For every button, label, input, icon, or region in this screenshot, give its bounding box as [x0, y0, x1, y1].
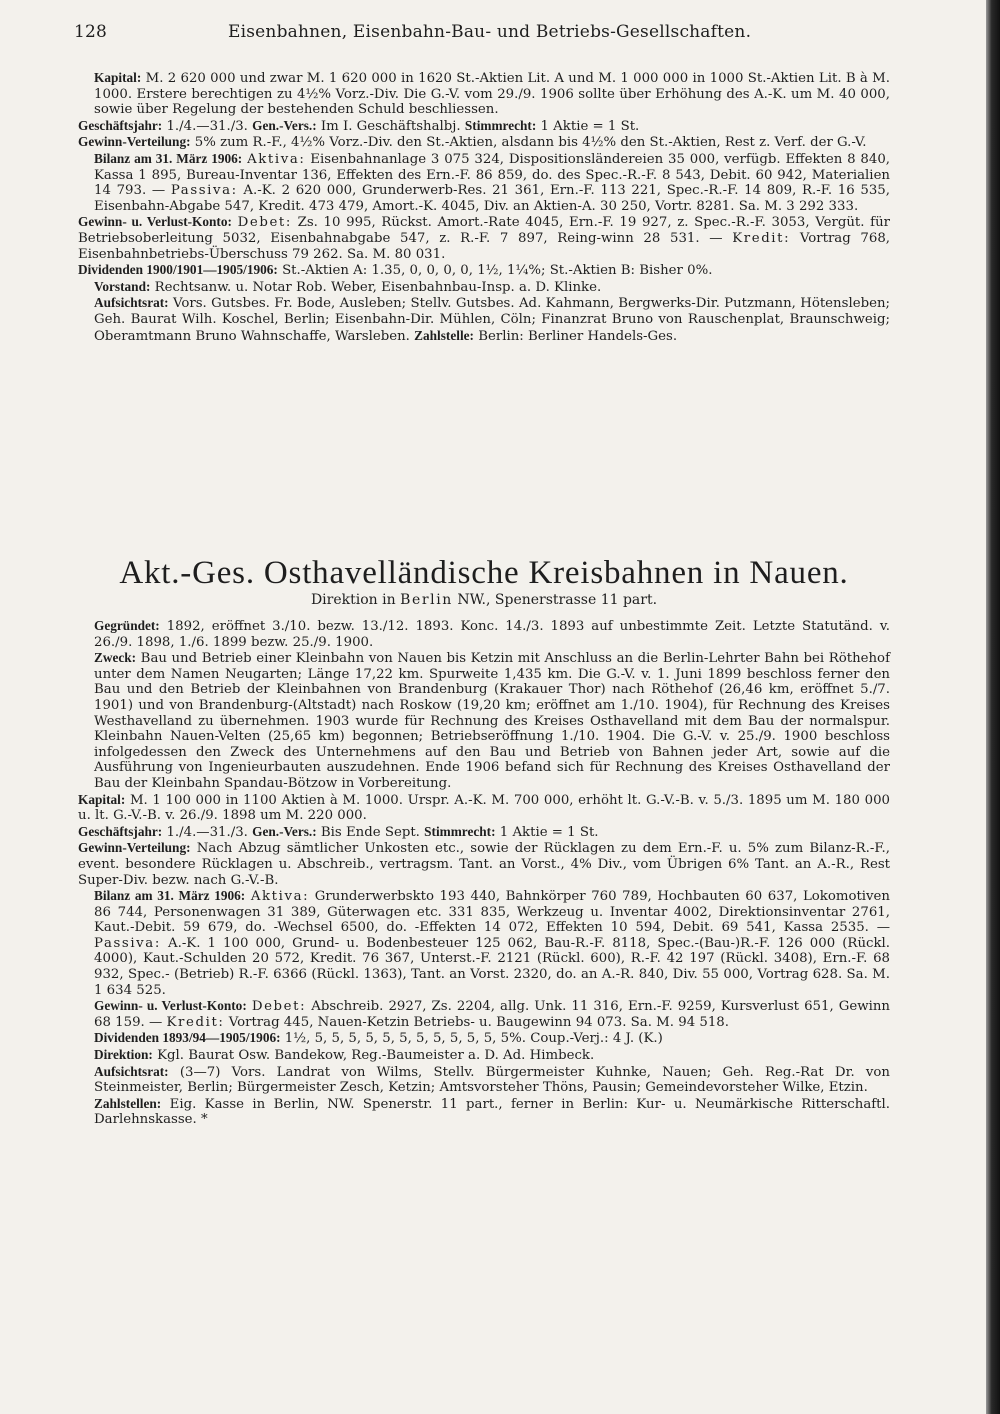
entry2-gv-label: Gewinn-Verteilung:	[78, 840, 191, 856]
entry2-gj-text: 1./4.—31./3.	[166, 824, 248, 840]
entry2-aktiva-label: Aktiva:	[250, 889, 310, 905]
entry1-aktiva-text: Eisenbahnanlage 3 075 324, Dispositionsländereien 35 000, verfügb. Effekten 8 840, Kassa 1 895, Bureau-Inventar 136, Effekten des Ern.-F. 86 859, do. des Spec.-R.-F. 8 543, Debit. 60 942, Materialien 14 793. —	[94, 151, 891, 199]
entry1-kapital-label: Kapital:	[94, 70, 142, 85]
entry2-genvers-label: Gen.-Vers.:	[252, 823, 317, 839]
entry2-subtitle-rest: NW., Spenerstrasse 11 part.	[457, 592, 658, 608]
entry2-gegruendet	[78, 618, 890, 650]
entry1-debet-text: Zs. 10 995, Rückst. Amort.-Rate 4045, Ern.-F. 19 927, z. Spec.-R.-F. 3053, Vergüt. für Betriebsoberleitung 5032, Eisenbahnabgabe 547, z. R.-F. 7 897, Reing-winn 28 531. —	[78, 215, 890, 246]
entry1-vorstand-label: Vorstand:	[94, 278, 151, 294]
entry1-vorstand-text: Rechtsanw. u. Notar Rob. Weber, Eisenbahnbau-Insp. a. D. Klinke.	[154, 279, 602, 295]
page-number: 128	[74, 22, 108, 42]
entry1-gv-label: Gewinn-Verteilung:	[78, 134, 191, 150]
entry2-gewinnverteilung	[78, 840, 890, 888]
entry2-kredit-text: Vortrag 445, Nauen-Ketzin Betriebs- u. Baugewinn 94 073. Sa. M. 94 518.	[228, 1014, 729, 1030]
entry1-stimm-text: 1 Aktie = 1 St.	[540, 118, 640, 134]
entry1-dividenden	[78, 262, 890, 279]
document-page	[74, 0, 891, 1414]
entry2-bilanz-label: Bilanz am 31. März 1906:	[94, 888, 246, 904]
entry2-direktion	[78, 1047, 890, 1064]
entry1-stimm-label: Stimmrecht:	[464, 117, 537, 133]
entry1-kredit-label: Kredit:	[732, 230, 791, 246]
entry1-passiva-label: Passiva:	[170, 183, 238, 199]
entry1-debet-label: Debet:	[237, 215, 292, 231]
entry1-kredit-text: Vortrag 768, Eisenbahnbetriebs-Überschuss 79 262. Sa. M. 80 031.	[78, 230, 891, 262]
entry2-zahlstellen-label: Zahlstellen:	[94, 1095, 162, 1111]
entry2-geschaeftsjahr	[78, 824, 890, 841]
entry1-zahlstelle-label: Zahlstelle:	[414, 327, 474, 343]
entry2-passiva-label: Passiva:	[94, 935, 161, 951]
entry2-ar-label: Aufsichtsrat:	[94, 1063, 169, 1079]
scan-edge	[986, 0, 1000, 1414]
entry1-div-b: St.-Aktien B: Bisher 0%.	[549, 263, 713, 279]
entry2-zweck	[78, 650, 890, 791]
entry2-debet-label: Debet:	[251, 999, 307, 1015]
entry2-gv-text: Nach Abzug sämtlicher Unkosten etc., sowie der Rücklagen zu dem Ern.-F. u. 5% zum Bilanz-R.-F., event. besondere Rücklagen u. Abschreib., vertragsm. Tant. an Vorst., 4% Div., vom Übrigen 6% Tant. an A.-R., Rest Super-Div. bezw. nach G.-V.-B.	[78, 841, 890, 888]
entry1-bilanz-label: Bilanz am 31. März 1906:	[94, 150, 243, 166]
entry2-title: Akt.-Ges. Osthavelländische Kreisbahnen in Nauen.	[119, 555, 849, 591]
entry1-passiva-text: A.-K. 2 620 000, Grunderwerb-Res. 21 361, Ern.-F. 113 221, Spec.-R.-F. 14 809, R.-F. 16 535, Eisenbahn-Abgabe 547, Kredit. 473 479, Amort.-K. 4045, Div. an Aktien-A. 30 250, Vortr. 8281. Sa. M. 3 292 333.	[94, 183, 890, 214]
entry2-ar-text: (3—7) Vors. Landrat von Wilms, Stellv. Bürgermeister Kuhnke, Nauen; Geh. Reg.-Rat Dr. von Steinmeister, Berlin; Bürgermeister Zesch, Ketzin; Amtsvorsteher Thöns, Pausin; Gemeindevorsteher Wilke, Etzin.	[94, 1064, 890, 1096]
entry2-kapital-text: M. 1 100 000 in 1100 Aktien à M. 1000. Urspr. A.-K. M. 700 000, erhöht lt. G.-V.-B. v. 5./3. 1895 um M. 180 000 u. lt. G.-V.-B. v. 26./9. 1898 um M. 220 000.	[78, 792, 891, 824]
entry2-stimm-text: 1 Aktie = 1 St.	[499, 824, 599, 840]
entry2-debet-text: Abschreib. 2927, Zs. 2204, allg. Unk. 11 316, Ern.-F. 9259, Kursverlust 651, Gewinn 68 159. —	[94, 999, 890, 1030]
entry2-subtitle-city: Berlin	[400, 592, 453, 608]
entry2-div-text: 1½, 5, 5, 5, 5, 5, 5, 5, 5, 5, 5, 5, 5%.	[284, 1031, 526, 1047]
entry2-gj-label: Geschäftsjahr:	[78, 823, 163, 839]
entry1-gewinnverteilung	[78, 134, 890, 151]
entry1-guv-label: Gewinn- u. Verlust-Konto:	[78, 214, 232, 230]
entry2-div-label: Dividenden 1893/94—1905/1906:	[94, 1030, 281, 1046]
entry1-guv	[78, 214, 890, 262]
entry1-zahlstelle-text: Berlin: Berliner Handels-Ges.	[478, 328, 678, 344]
entry2-aufsichtsrat	[78, 1064, 890, 1096]
entry2-section	[78, 618, 890, 1128]
entry2-subtitle-prefix: Direktion in	[310, 592, 396, 608]
entry1-div-a: St.-Aktien A: 1.35, 0, 0, 0, 0, 1½, 1¼%;	[282, 263, 546, 279]
entry1-ar-text: Vors. Gutsbes. Fr. Bode, Ausleben; Stellv. Gutsbes. Ad. Kahmann, Bergwerks-Dir. Putzmann, Hötensleben; Geh. Baurat Wilh. Koschel, Berlin; Eisenbahn-Dir. Mühlen, Cöln; Finanzrat Bruno von Rauschenplat, Braunschweig; Oberamtmann Bruno Wahnschaffe, Warsleben.	[94, 296, 890, 344]
entry2-subtitle	[78, 592, 890, 608]
entry2-direktion-text: Kgl. Baurat Osw. Bandekow, Reg.-Baumeister a. D. Ad. Himbeck.	[157, 1048, 595, 1064]
entry2-bilanz	[78, 888, 890, 998]
entry2-aktiva-text: Grunderwerbskto 193 440, Bahnkörper 760 789, Hochbauten 60 637, Lokomotiven 86 744, Personenwagen 31 389, Güterwagen etc. 331 835, Werkzeug u. Inventar 4002, Direktionsinventar 2761, Kaut.-Debit. 59 679, do. -Wechsel 6500, do. -Effekten 14 072, Effekten 10 594, Debit. 69 541, Kassa 2535. —	[94, 889, 890, 936]
entry2-zahlstellen-text: Eig. Kasse in Berlin, NW. Spenerstr. 11 part., ferner in Berlin: Kur- u. Neumärkische Ritterschaftl. Darlehnskasse. *	[94, 1096, 890, 1128]
entry1-gj-text: 1./4.—31./3.	[166, 118, 248, 134]
entry2-kredit-label: Kredit:	[166, 1014, 225, 1030]
entry2-kapital	[78, 792, 890, 824]
entry1-ar-label: Aufsichtsrat:	[94, 295, 169, 311]
entry1-genvers-label: Gen.-Vers.:	[252, 117, 317, 133]
entry1-vorstand	[78, 279, 890, 296]
entry2-gegruendet-label: Gegründet:	[94, 618, 160, 633]
entry2-passiva-text: A.-K. 1 100 000, Grund- u. Bodenbesteuer 125 062, Bau-R.-F. 8118, Spec.-(Bau-)R.-F. 126 000 (Rückl. 4000), Kaut.-Schulden 20 572, Kredit. 76 367, Unterst.-F. 2121 (Rückl. 600), R.-F. 42 197 (Rückl. 3408), Ern.-F. 68 932, Spec.- (Betrieb) R.-F. 6366 (Rückl. 1363), Tant. an Vorst. 2320, do. an A.-R. 840, Div. 55 000, Vortrag 628. Sa. M. 1 634 525.	[94, 935, 890, 998]
entry2-zweck-label: Zweck:	[94, 650, 137, 666]
entry1-kapital-text: M. 2 620 000 und zwar M. 1 620 000 in 1620 St.-Aktien Lit. A und M. 1 000 000 in 1000 St.-Aktien Lit. B à M. 1000. Erstere berechtigen zu 4½% Vorz.-Div. Die G.-V. vom 29./9. 1906 sollte über Erhöhung des A.-K. um M. 40 000, sowie über Regelung der bestehenden Schuld beschliessen.	[94, 71, 890, 118]
entry2-kapital-label: Kapital:	[78, 791, 126, 807]
entry1-aufsichtsrat	[78, 295, 890, 344]
entry1-section	[78, 70, 890, 344]
entry1-geschaeftsjahr	[78, 118, 890, 135]
page-header-title: Eisenbahnen, Eisenbahn-Bau- und Betriebs-Gesellschaften.	[228, 22, 752, 42]
entry2-dividenden	[78, 1030, 890, 1047]
entry1-genvers-text: Im I. Geschäftshalbj.	[320, 118, 461, 134]
entry2-guv	[78, 998, 890, 1030]
entry2-zahlstellen	[78, 1096, 890, 1128]
entry1-bilanz	[78, 151, 890, 214]
entry1-aktiva-label: Aktiva:	[247, 151, 306, 167]
entry2-guv-label: Gewinn- u. Verlust-Konto:	[94, 998, 247, 1014]
entry2-zweck-text: Bau und Betrieb einer Kleinbahn von Nauen bis Ketzin mit Anschluss an die Berlin-Lehrter Bahn bei Röthehof unter dem Namen Neugarten; Länge 17,22 km. Spurweite 1,435 km. Die G.-V. v. 1. Juni 1899 beschloss ferner den Bau und den Betrieb der Kleinbahnen von Brandenburg (Krakauer Thor) nach Röthehof (26,46 km, eröffnet 5./7. 1901) und von Brandenburg-(Altstadt) nach Roskow (19,20 km; eröffnet am 1./10. 1904), für Rechnung des Kreises Westhavelland zu übernehmen. 1903 wurde für Rechnung des Kreises Osthavelland mit dem Bau der normalspur. Kleinbahn Nauen-Velten (25,65 km) begonnen; Betriebseröffnung 1./10. 1904. Die G.-V. v. 25./9. 1900 beschloss infolgedessen den Zweck des Unternehmens auf den Bau und Betrieb von Bahnen jeder Art, sowie auf die Ausführung von Ingenieurbauten auszudehnen. Ende 1906 befand sich für Rechnung des Kreises Osthavelland der Bau der Kleinbahn Spandau-Bötzow in Vorbereitung.	[94, 651, 890, 791]
entry2-genvers-text: Bis Ende Sept.	[320, 824, 420, 840]
entry1-gj-label: Geschäftsjahr:	[78, 117, 163, 133]
entry1-div-label: Dividenden 1900/1901—1905/1906:	[78, 262, 278, 278]
entry2-coup-text: Coup.-Verj.: 4 J. (K.)	[530, 1031, 663, 1047]
entry1-kapital	[78, 70, 890, 118]
entry2-direktion-label: Direktion:	[94, 1047, 153, 1063]
entry2-stimm-label: Stimmrecht:	[424, 823, 496, 839]
entry2-gegruendet-text: 1892, eröffnet 3./10. bezw. 13./12. 1893. Konc. 14./3. 1893 auf unbestimmte Zeit. Letzte Statutänd. v. 26./9. 1898, 1./6. 1899 bezw. 25./9. 1900.	[94, 619, 890, 650]
entry1-gv-text: 5% zum R.-F., 4½% Vorz.-Div. den St.-Aktien, alsdann bis 4½% den St.-Aktien, Rest z. Verf. der G.-V.	[194, 135, 867, 151]
